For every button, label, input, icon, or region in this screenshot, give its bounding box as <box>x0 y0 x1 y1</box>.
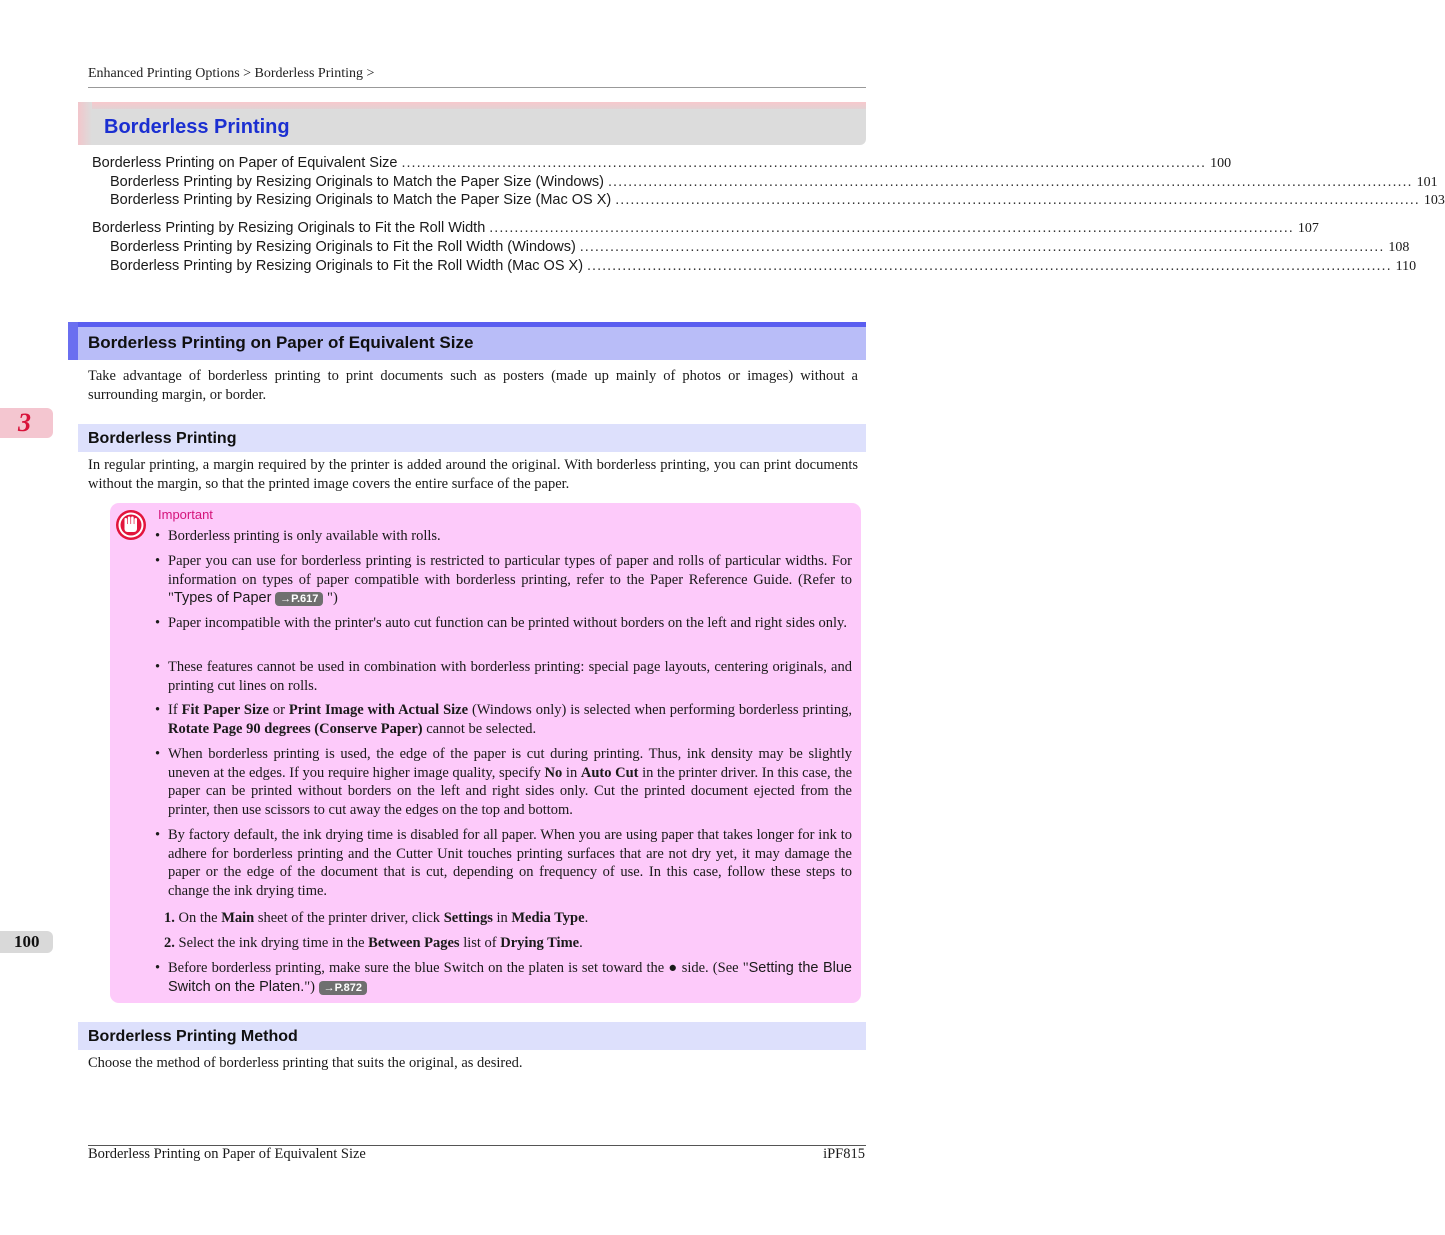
page-title-band <box>78 102 866 145</box>
bullet-text: Before borderless printing, make sure the blue Switch on the platen is set toward the ● side. (See "Setting the Blue Switch on the Platen.") →P.872 <box>168 960 852 995</box>
toc-entry[interactable] <box>110 192 1445 209</box>
section-intro: Take advantage of borderless printing to print documents such as posters (made up mainly of photos or images) without a surrounding margin, or border. <box>88 368 858 403</box>
header-rule <box>88 87 866 88</box>
subsection-heading-band <box>78 424 866 452</box>
bullet-symbol: • <box>155 960 161 976</box>
types-of-paper-link[interactable]: Types of Paper <box>173 590 272 607</box>
subsection-heading: Borderless Printing <box>88 430 237 447</box>
toc-entry-title: Borderless Printing by Resizing Originals to Match the Paper Size (Windows) <box>110 174 605 190</box>
bullet-symbol: • <box>155 528 161 544</box>
bullet-text: If Fit Paper Size or Print Image with Actual Size (Windows only) is selected when performing borderless printing, Rotate Page 90 degrees (Conserve Paper) cannot be selected. <box>168 702 852 737</box>
bullet-symbol: • <box>155 746 161 762</box>
toc-leader: ................................................................................................................................................................ <box>401 155 1207 171</box>
toc-entry-title: Borderless Printing by Resizing Originals to Fit the Roll Width <box>92 220 486 236</box>
page-reference-button[interactable]: →P.617 <box>275 592 323 606</box>
subsection-heading: Borderless Printing Method <box>88 1028 298 1045</box>
important-bullet <box>155 826 852 900</box>
bullet-text: Borderless printing is only available with rolls. <box>168 528 441 544</box>
bullet-text: These features cannot be used in combination with borderless printing: special page layouts, centering originals, and printing cut lines on rolls. <box>168 659 852 694</box>
subsection-body: Choose the method of borderless printing that suits the original, as desired. <box>88 1055 523 1071</box>
chapter-tab <box>0 408 53 438</box>
toc-leader: ................................................................................................................................................................ <box>615 192 1420 208</box>
toc-entry[interactable] <box>110 174 1438 191</box>
important-bullet <box>155 959 852 996</box>
toc-entry-page: 110 <box>1395 259 1417 274</box>
important-bullet <box>155 614 852 633</box>
toc-entry-page: 108 <box>1388 240 1410 255</box>
important-note <box>110 503 861 1003</box>
toc-entry-page: 107 <box>1297 221 1319 236</box>
step-number: 1. <box>164 910 175 926</box>
toc-leader: ................................................................................................................................................................ <box>579 239 1385 255</box>
footer-section-title: Borderless Printing on Paper of Equivalent Size <box>88 1146 366 1162</box>
stop-hand-icon <box>115 509 147 541</box>
toc-entry-page: 101 <box>1416 175 1438 190</box>
important-label: Important <box>158 507 213 522</box>
bullet-symbol: • <box>155 659 161 675</box>
important-bullet <box>155 552 852 608</box>
section-heading-band <box>68 322 866 360</box>
bullet-text: By factory default, the ink drying time is disabled for all paper. When you are using paper that takes longer for ink to adhere for borderless printing and the Cutter Unit touches printing surfaces that are not dry yet, it may damage the paper or the edge of the document that is cut, depending on frequency of use. In this case, follow these steps to change the ink drying time. <box>168 827 852 899</box>
toc-entry-page: 100 <box>1210 156 1232 171</box>
breadcrumb: Enhanced Printing Options > Borderless Printing > <box>88 66 375 81</box>
subsection-body: In regular printing, a margin required by the printer is added around the original. With borderless printing, you can print documents without the margin, so that the printed image covers the entire surface of the paper. <box>88 457 858 492</box>
section-heading: Borderless Printing on Paper of Equivalent Size <box>88 333 474 352</box>
toc-leader: ................................................................................................................................................................ <box>587 258 1392 274</box>
bullet-symbol: • <box>155 615 161 631</box>
blue-switch-link[interactable]: Setting the Blue Switch on the Platen. <box>168 960 852 995</box>
bullet-symbol: • <box>155 553 161 569</box>
important-bullet <box>155 658 852 695</box>
toc-entry[interactable] <box>110 239 1410 256</box>
bullet-symbol: • <box>155 702 161 718</box>
important-bullet <box>155 745 852 819</box>
page-reference-button[interactable]: →P.872 <box>319 981 367 995</box>
toc-leader: ................................................................................................................................................................ <box>489 220 1294 236</box>
bullet-symbol: • <box>155 827 161 843</box>
toc-entry[interactable] <box>92 220 1319 237</box>
important-bullet <box>155 527 852 546</box>
bullet-text: When borderless printing is used, the edge of the paper is cut during printing. Thus, ink density may be slightly uneven at the edges. If you require higher image quality, specify No in Auto Cut in the printer driver. In this case, the paper can be printed without borders on the left and right sides only. Cut the printed document ejected from the printer, then use scissors to cut away the edges on the top and bottom. <box>168 746 853 818</box>
important-bullet <box>155 701 852 738</box>
bullet-text: Paper you can use for borderless printing is restricted to particular types of paper and rolls of particular widths. For information on types of paper compatible with borderless printing, refer to the Paper Reference Guide. (Refer to "Types of Paper →P.617 ") <box>168 553 852 607</box>
toc-entry-page: 103 <box>1423 193 1445 208</box>
toc-entry-title: Borderless Printing by Resizing Originals to Fit the Roll Width (Windows) <box>110 239 576 255</box>
step-item: 1. On the Main sheet of the printer driver, click Settings in Media Type. <box>164 910 589 926</box>
page-title: Borderless Printing <box>104 116 290 138</box>
step-number: 2. <box>164 935 175 951</box>
toc-entry-title: Borderless Printing on Paper of Equivalent Size <box>92 155 398 171</box>
page-number: 100 <box>14 932 40 951</box>
page-number-tab <box>0 931 53 953</box>
footer-model-name: iPF815 <box>823 1146 865 1162</box>
bullet-text: Paper incompatible with the printer's auto cut function can be printed without borders on the left and right sides only. <box>168 615 847 631</box>
toc-entry[interactable] <box>92 155 1232 172</box>
toc-leader: ................................................................................................................................................................ <box>608 174 1413 190</box>
subsection-heading-band <box>78 1022 866 1050</box>
toc-entry[interactable] <box>110 258 1417 275</box>
toc-entry-title: Borderless Printing by Resizing Originals to Match the Paper Size (Mac OS X) <box>110 192 612 208</box>
step-item: 2. Select the ink drying time in the Between Pages list of Drying Time. <box>164 935 583 951</box>
toc-entry-title: Borderless Printing by Resizing Originals to Fit the Roll Width (Mac OS X) <box>110 258 584 274</box>
chapter-number: 3 <box>18 408 31 437</box>
